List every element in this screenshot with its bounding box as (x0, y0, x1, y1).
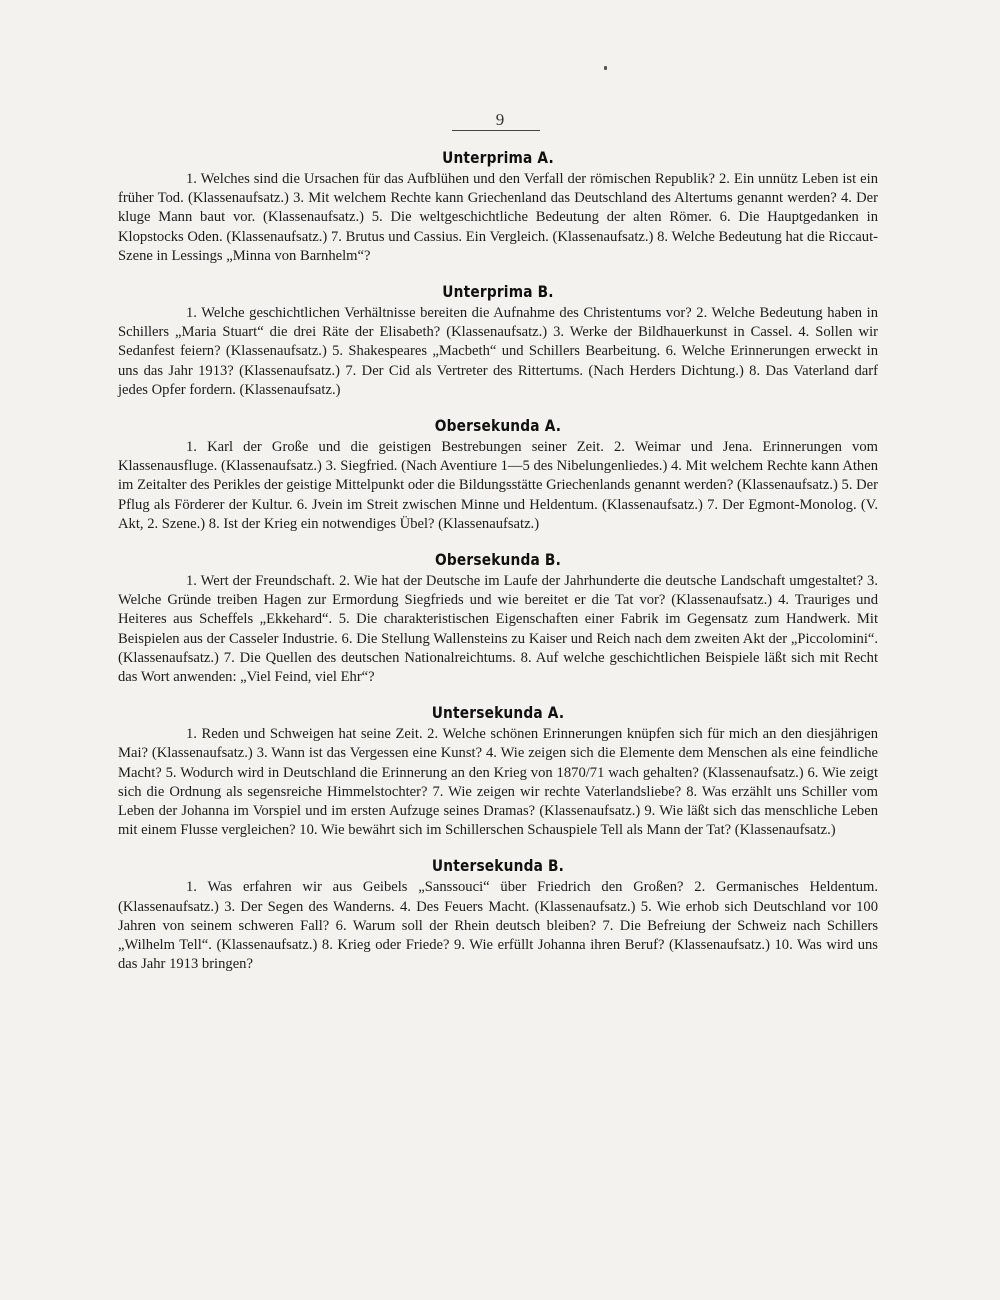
section-body: 1. Reden und Schweigen hat seine Zeit. 2. Welche schönen Erinnerungen knüpfen sich für mich an den diesjährigen Mai? (Klassenaufsatz.) 3. Wann ist das Vergessen eine Kunst? 4. Wie zeigen sich die Elemente dem Menschen als eine feindliche Macht? 5. Wodurch wird in Deutschland die Erinnerung an den Krieg von 1870/71 wach gehalten? (Klassenaufsatz.) 6. Wie zeigt sich die Ordnung als segensreiche Himmelstochter? 7. Wie zeigen wir rechte Vaterlandsliebe? 8. Was erzählt uns Schiller vom Leben der Johanna im Vorspiel und im ersten Aufzuge seines Dramas? (Klassenaufsatz.) 9. Wie läßt sich das menschliche Leben mit einem Flusse vergleichen? 10. Wie bewährt sich im Schillerschen Schauspiele Tell als Mann der Tat? (Klassenaufsatz.) (118, 726, 878, 839)
section-untersekunda-a (118, 703, 878, 840)
page-number: 9 (495, 110, 505, 129)
section-body: 1. Wert der Freundschaft. 2. Wie hat der Deutsche im Laufe der Jahrhunderte die deutsche Landschaft umgestaltet? 3. Welche Gründe treiben Hagen zur Ermordung Siegfrieds und wie bereitet er die Tat vor? (Klassenaufsatz.) 4. Trauriges und Heiteres aus Scheffels „Ekkehard“. 5. Die charakteristischen Eigenschaften einer Fabrik im Gegensatz zum Handwerk. Mit Beispielen aus der Casseler Industrie. 6. Die Stellung Wallensteins zu Kaiser und Reich nach dem zweiten Akt der „Piccolomini“. (Klassenaufsatz.) 7. Die Quellen des deutschen Nationalreichtums. 8. Auf welche geschichtlichen Beispiele läßt sich mit Recht das Wort anwenden: „Viel Feind, viel Ehr“? (118, 573, 878, 686)
section-heading: Obersekunda A. (434, 416, 562, 436)
section-obersekunda-b (118, 550, 878, 687)
section-heading: Obersekunda B. (435, 550, 561, 570)
section-body: 1. Welches sind die Ursachen für das Aufblühen und den Verfall der römischen Republik? 2. Ein unnütz Leben ist ein früher Tod. (Klassenaufsatz.) 3. Mit welchem Rechte kann Griechenland das Deutschland des Altertums genannt werden? 4. Der kluge Mann baut vor. (Klassenaufsatz.) 5. Die weltgeschichtliche Bedeutung der alten Römer. 6. Die Hauptgedanken in Klopstocks Oden. (Klassenaufsatz.) 7. Brutus und Cassius. Ein Vergleich. (Klassenaufsatz.) 8. Welche Bedeutung hat die Riccaut-Szene in Lessings „Minna von Barnhelm“? (118, 171, 878, 264)
section-unterprima-a (118, 148, 878, 266)
section-heading: Unterprima B. (442, 282, 554, 302)
section-obersekunda-a (118, 416, 878, 534)
section-heading: Unterprima A. (442, 148, 554, 167)
page-number-rule (452, 130, 540, 131)
section-body: 1. Karl der Große und die geistigen Bestrebungen seiner Zeit. 2. Weimar und Jena. Erinnerungen vom Klassenausfluge. (Klassenaufsatz.) 3. Siegfried. (Nach Aventiure 1—5 des Nibelungenliedes.) 4. Mit welchem Rechte kann Athen im Zeitalter des Perikles der geistige Mittelpunkt oder die Bildungsstätte Griechenlands genannt werden? (Klassenaufsatz.) 5. Der Pflug als Förderer der Kultur. 6. Jvein im Streit zwischen Minne und Heldentum. (Klassenaufsatz.) 7. Der Egmont-Monolog. (V. Akt, 2. Szene.) 8. Ist der Krieg ein notwendiges Übel? (Klassenaufsatz.) (118, 439, 878, 532)
section-heading: Untersekunda B. (431, 856, 565, 876)
ink-speck (604, 66, 607, 70)
section-heading: Untersekunda A. (431, 703, 565, 723)
section-untersekunda-b (118, 856, 878, 974)
section-body: 1. Welche geschichtlichen Verhältnisse bereiten die Aufnahme des Christentums vor? 2. Welche Bedeutung haben in Schillers „Maria Stuart“ die drei Räte der Elisabeth? (Klassenaufsatz.) 3. Werke der Bildhauerkunst in Cassel. 4. Sollen wir Sedanfest feiern? (Klassenaufsatz.) 5. Shakespeares „Macbeth“ und Schillers Bearbeitung. 6. Welche Erinnerungen erweckt in uns das Jahr 1913? (Klassenaufsatz.) 7. Der Cid als Vertreter des Rittertums. (Nach Herders Dichtung.) 8. Das Vaterland darf jedes Opfer fordern. (Klassenaufsatz.) (118, 305, 878, 398)
section-unterprima-b (118, 282, 878, 400)
document-content (118, 148, 878, 991)
section-body: 1. Was erfahren wir aus Geibels „Sanssouci“ über Friedrich den Großen? 2. Germanisches Heldentum. (Klassenaufsatz.) 3. Der Segen des Wanderns. 4. Des Feuers Macht. (Klassenaufsatz.) 5. Wie erhob sich Deutschland vor 100 Jahren von seinem schweren Fall? 6. Warum soll der Rhein deutsch bleiben? 7. Die Befreiung der Schweiz nach Schillers „Wilhelm Tell“. (Klassenaufsatz.) 8. Krieg oder Friede? 9. Wie erfüllt Johanna ihren Beruf? (Klassenaufsatz.) 10. Was wird uns das Jahr 1913 bringen? (118, 879, 878, 973)
